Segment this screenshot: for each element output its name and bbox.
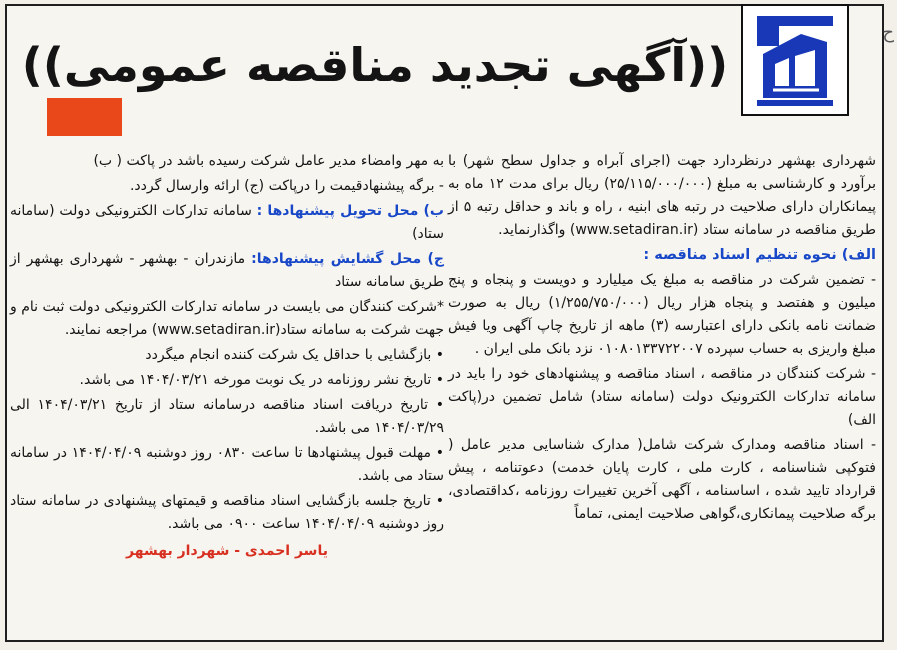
left-column [10, 150, 444, 563]
section-c-heading: ج) محل گشایش پیشنهادها: [251, 251, 445, 267]
signature: یاسر احمدی - شهردار بهشهر [126, 543, 328, 559]
ad-title: ((آگهی تجدید مناقصه عمومی)) [21, 38, 729, 92]
right-column [448, 150, 876, 528]
bullet-item: • مهلت قبول پیشنهادها تا ساعت ۰۸۳۰ روز دوشنبه ۱۴۰۴/۰۴/۰۹ در سامانه ستاد می باشد. [10, 445, 444, 484]
section-b-text: سامانه تدارکات الکترونیکی دولت (سامانه ستاد) [10, 203, 444, 242]
section-c-text: مازندران - بهشهر - شهرداری بهشهر از طریق سامانه ستاد [10, 251, 444, 290]
ad-title-wrap [21, 20, 729, 110]
side-mark: ح [882, 22, 894, 43]
section-c [10, 248, 444, 294]
envelope-b-line: به مهر وامضاء مدیر عامل شرکت رسیده باشد در پاکت ( ب) [93, 153, 444, 169]
bullet-item: • تاریخ نشر روزنامه در یک نوبت مورخه ۱۴۰۴/۰۳/۲۱ می باشد. [79, 372, 444, 388]
bullet-item: • تاریخ دریافت اسناد مناقصه درسامانه ستاد از تاریخ ۱۴۰۴/۰۳/۲۱ الی ۱۴۰۴/۰۳/۲۹ می باشد. [10, 397, 444, 436]
accent-bar [47, 98, 122, 136]
intro-paragraph: شهرداری بهشهر درنظردارد جهت (اجرای آبراه و جداول سطح شهر) با برآورد و کارشناسی به مبلغ (۲۵/۱۱۵/۰۰۰/۰۰۰) ریال برای مدت ۱۲ ماه به پیمانکاران دارای صلاحیت در رتبه های ابنیه ، راه و باند و حداقل رتبه ۵ از طریق مناقصه در سامانه ستاد (www.setadiran.ir) واگذارنماید. [448, 153, 877, 238]
section-a-item-2: - شرکت کنندگان در مناقصه ، اسناد مناقصه و پیشنهادهای خود را باید در سامانه تدارکات الکترونیک دولت (سامانه ستاد) شامل تضمین در(پاکت الف) [448, 366, 876, 428]
section-b-heading: ب) محل تحویل پیشنهادها : [256, 203, 444, 219]
registration-note: *شرکت کنندگان می بایست در سامانه تدارکات الکترونیکی دولت ثبت نام و جهت شرکت به سامانه ستاد(www.setadiran.ir) مراجعه نمایند. [10, 299, 444, 338]
municipality-logo [741, 4, 849, 116]
section-a-heading: الف) نحوه تنظیم اسناد مناقصه : [643, 247, 876, 263]
section-b [10, 200, 444, 246]
logo-emblem-icon [743, 6, 847, 114]
section-a-item-3: - اسناد مناقصه ومدارک شرکت شامل( مدارک شناسایی مدیر عامل ( فتوکپی شناسنامه ، کارت ملی ، کارت پایان خدمت) دعوتنامه ، پیش قرارداد تایید شده ، اساسنامه ، آگهی آخرین تغییرات روزنامه ،کداقتصادی، برگه صلاحیت پیمانکاری،گواهی صلاحیت ایمنی، تماماً [448, 437, 876, 522]
bullet-item: • بازگشایی با حداقل یک شرکت کننده انجام میگردد [145, 347, 444, 363]
bullet-item: • تاریخ جلسه بازگشایی اسناد مناقصه و قیمتهای پیشنهادی در سامانه ستاد روز دوشنبه ۱۴۰۴/۰۴/۰۹ ساعت ۰۹۰۰ می باشد. [10, 493, 444, 532]
envelope-c-line: - برگه پیشنهادقیمت را درپاکت (ج) ارائه وارسال گردد. [129, 178, 444, 194]
section-a-item-1: - تضمین شرکت در مناقصه به مبلغ یک میلیارد و دویست و پنجاه و پنج میلیون و هفتصد و پنجاه هزار ریال (۱/۲۵۵/۷۵۰/۰۰۰) ریال به صورت ضمانت نامه بانکی دارای اعتبارسه (۳) ماهه از تاریخ چاپ آگهی ویا فیش مبلغ واریزی به حساب سپرده ۰۱۰۸۰۱۳۳۷۲۲۰۰۷ نزد بانک ملی ایران . [448, 272, 876, 357]
